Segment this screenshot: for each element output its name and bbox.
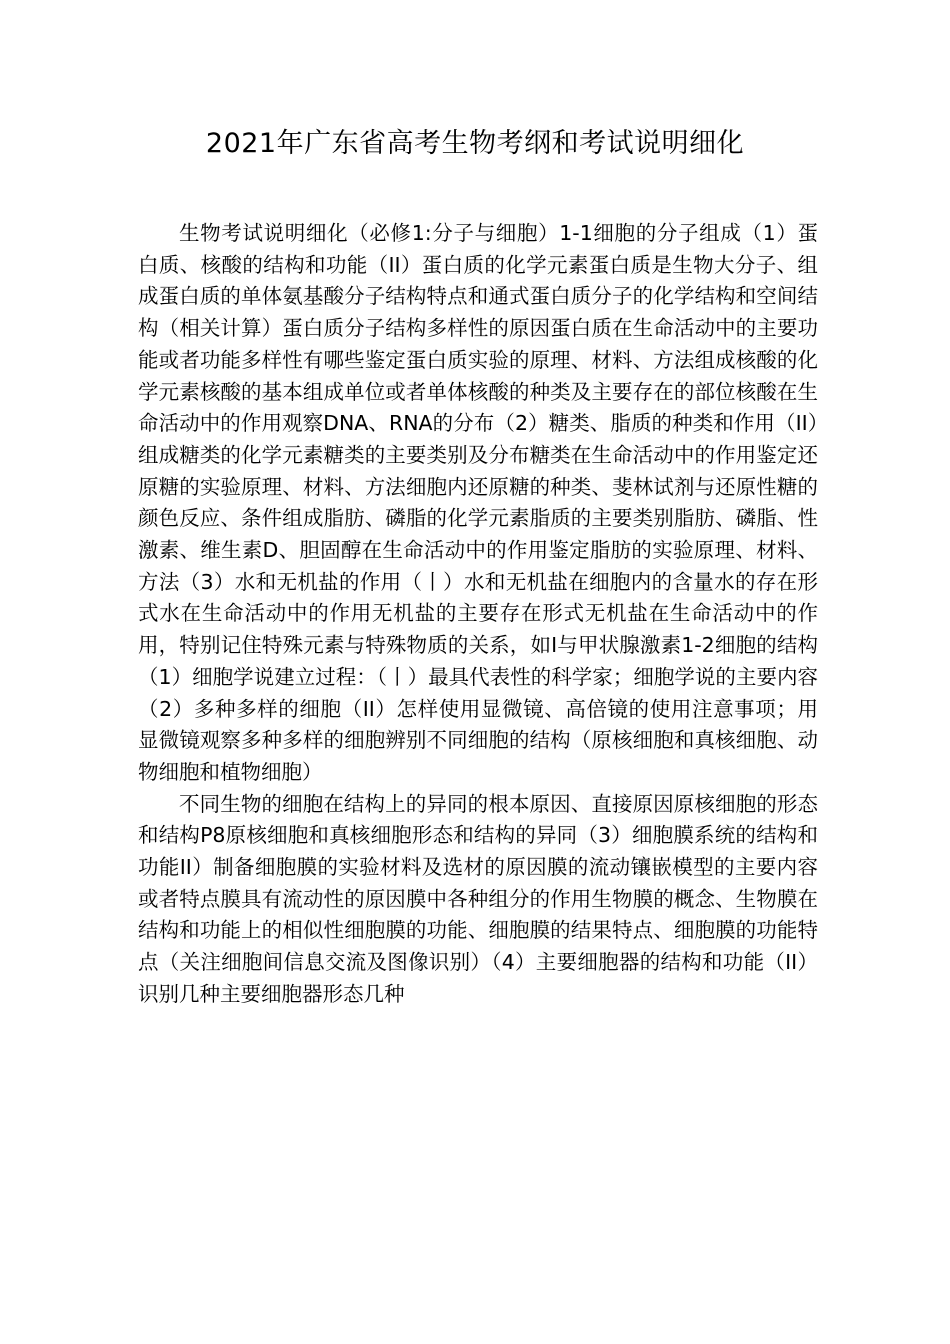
paragraph-2: 不同生物的细胞在结构上的异同的根本原因、直接原因原核细胞的形态和结构P8原核细胞和真核细胞形态和结构的异同（3）细胞膜系统的结构和功能II）制备细胞膜的实验材料及选材的原因膜的流动镶嵌模型的主要内容或者特点膜具有流动性的原因膜中各种组分的作用生物膜的概念、生物膜在结构和功能上的相似性细胞膜的功能、细胞膜的结果特点、细胞膜的功能特点（关注细胞间信息交流及图像识别）（4）主要细胞器的结构和功能（II）识别几种主要细胞器形态几种 bbox=[138, 791, 818, 1006]
paragraph-1: 生物考试说明细化（必修1:分子与细胞）1-1细胞的分子组成（1）蛋白质、核酸的结构和功能（II）蛋白质的化学元素蛋白质是生物大分子、组成蛋白质的单体氨基酸分子结构特点和通式蛋白质分子的化学结构和空间结构（相关计算）蛋白质分子结构多样性的原因蛋白质在生命活动中的主要功能或者功能多样性有哪些鉴定蛋白质实验的原理、材料、方法组成核酸的化学元素核酸的基本组成单位或者单体核酸的种类及主要存在的部位核酸在生命活动中的作用观察DNA、RNA的分布（2）糖类、脂质的种类和作用（II）组成糖类的化学元素糖类的主要类别及分布糖类在生命活动中的作用鉴定还原糖的实验原理、材料、方法细胞内还原糖的种类、斐林试剂与还原性糖的颜色反应、条件组成脂肪、磷脂的化学元素脂质的主要类别脂肪、磷脂、性激素、维生素D、胆固醇在生命活动中的作用鉴定脂肪的实验原理、材料、方法（3）水和无机盐的作用（丨）水和无机盐在细胞内的含量水的存在形式水在生命活动中的作用无机盐的主要存在形式无机盐在生命活动中的作用，特别记住特殊元素与特殊物质的关系，如I与甲状腺激素1-2细胞的结构（1）细胞学说建立过程：（丨）最具代表性的科学家；细胞学说的主要内容（2）多种多样的细胞（II）怎样使用显微镜、高倍镜的使用注意事项；用显微镜观察多种多样的细胞辨别不同细胞的结构（原核细胞和真核细胞、动物细胞和植物细胞） bbox=[138, 221, 818, 784]
document-body bbox=[138, 218, 818, 1011]
document-title: 2021年广东省高考生物考纲和考试说明细化 bbox=[205, 128, 745, 159]
